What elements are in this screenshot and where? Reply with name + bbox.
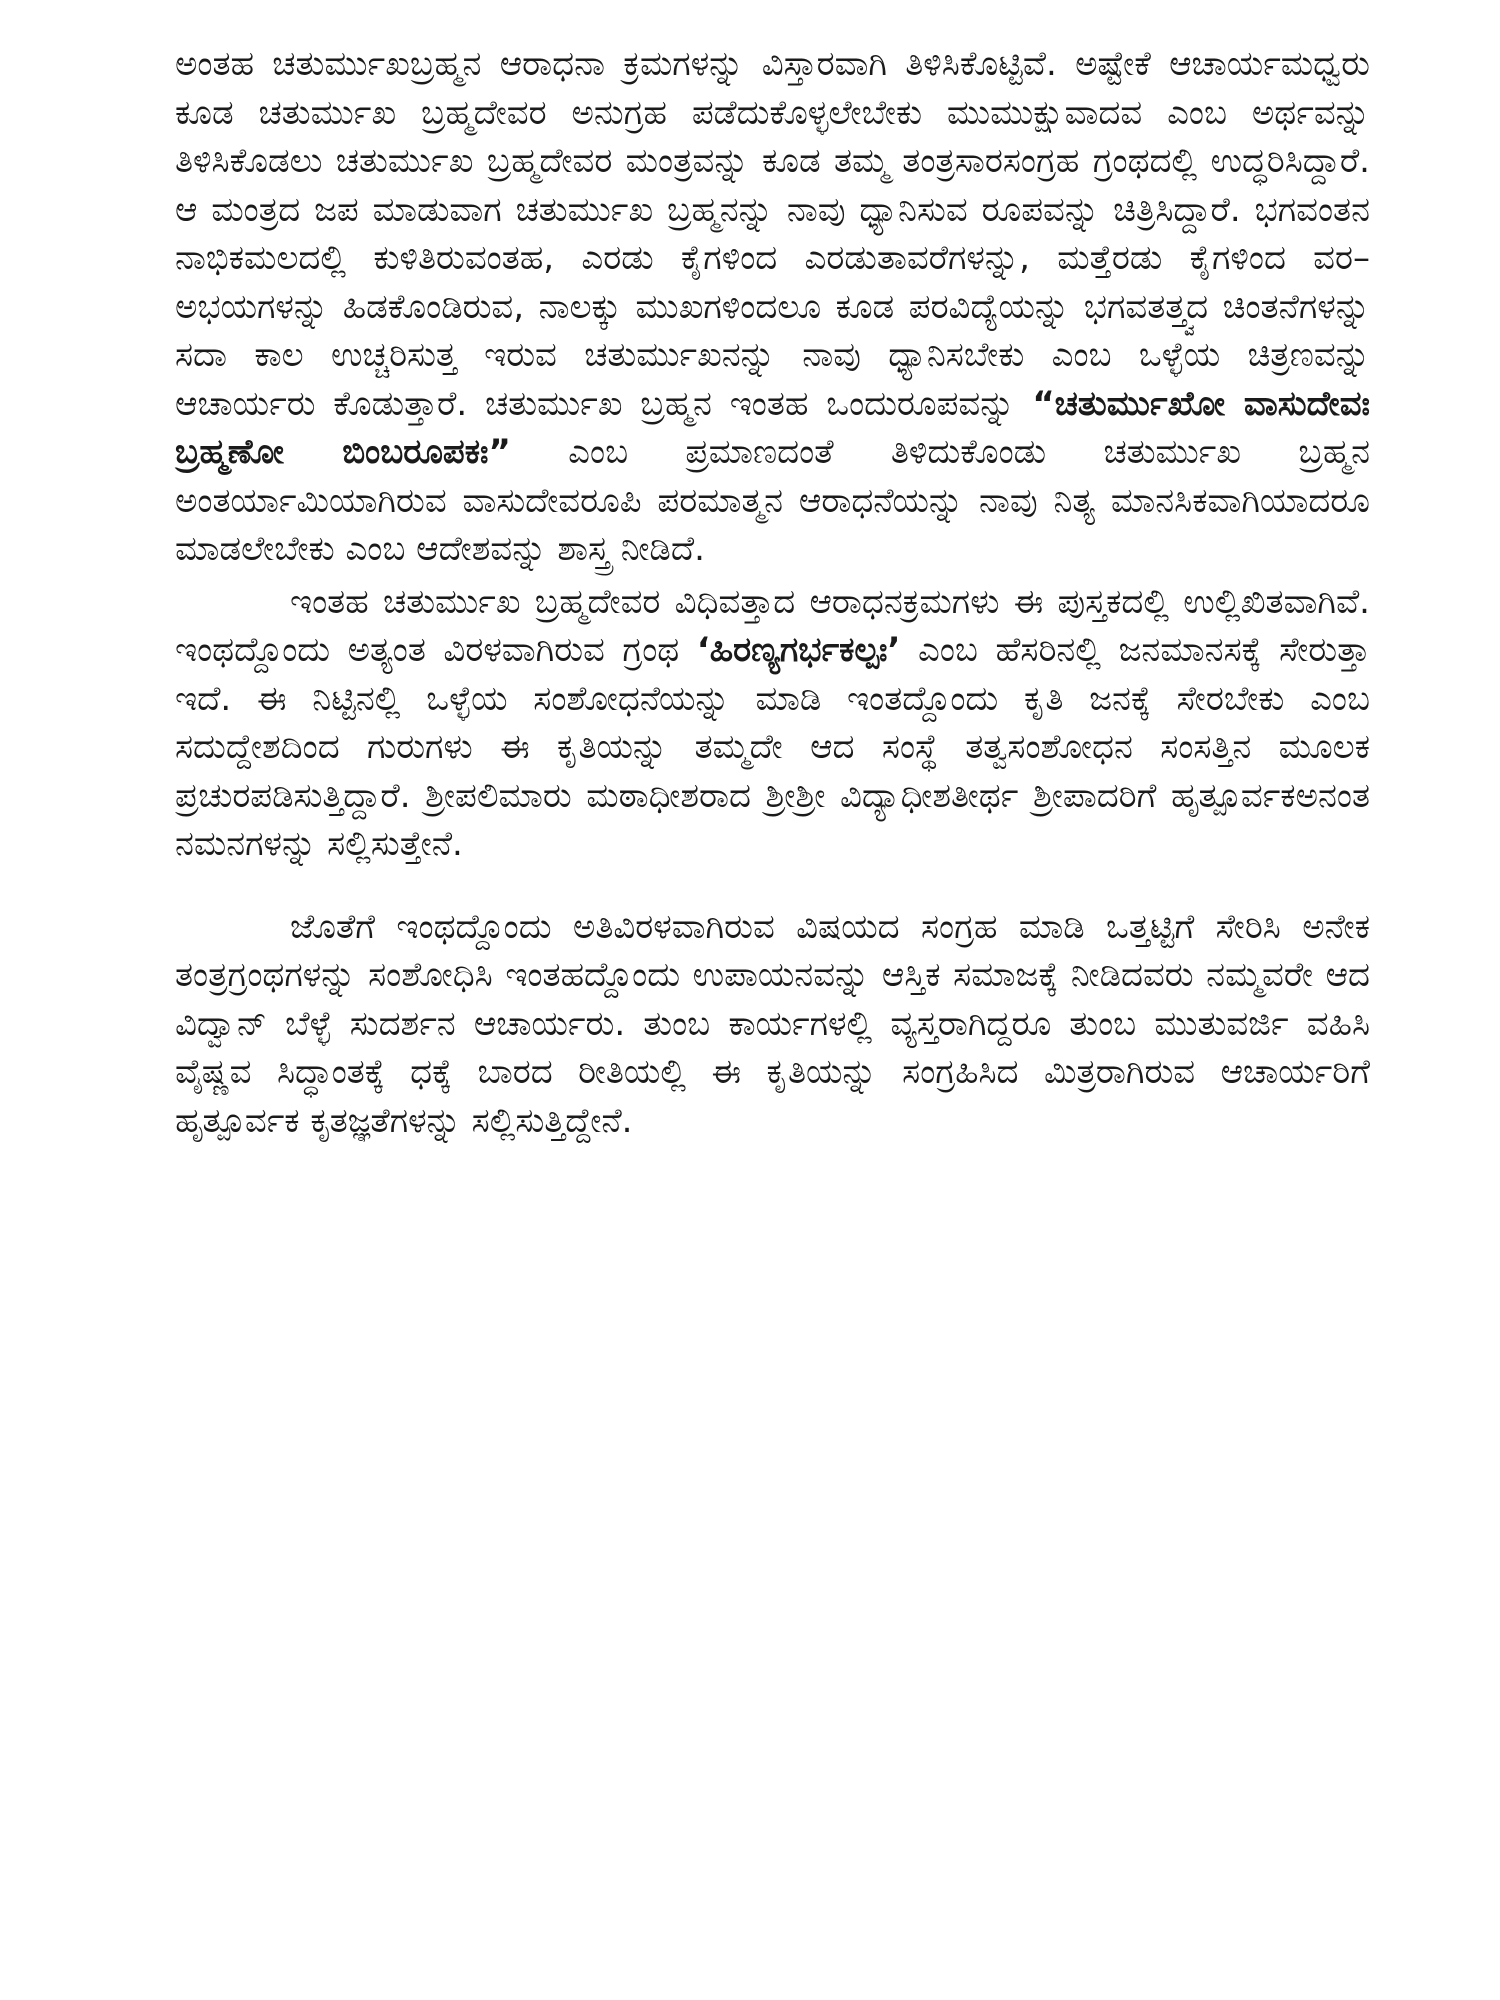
paragraph-1-text-a: ಅಂತಹ ಚತುರ್ಮುಖಬ್ರಹ್ಮನ ಆರಾಧನಾ ಕ್ರಮಗಳನ್ನು ವಿಸ್ತಾರವಾಗಿ ತಿಳಿಸಿಕೊಟ್ಟಿವೆ. ಅಷ್ಟೇಕೆ ಆಚಾರ್ಯಮಧ್ವರು ಕೂಡ ಚತುರ್ಮುಖ ಬ್ರಹ್ಮದೇವರ ಅನುಗ್ರಹ ಪಡೆದುಕೊಳ್ಳಲೇಬೇಕು ಮುಮುಕ್ಷುವಾದವ ಎಂಬ ಅರ್ಥವನ್ನು ತಿಳಿಸಿಕೊಡಲು ಚತುರ್ಮುಖ ಬ್ರಹ್ಮದೇವರ ಮಂತ್ರವನ್ನು ಕೂಡ ತಮ್ಮ ತಂತ್ರಸಾರಸಂಗ್ರಹ ಗ್ರಂಥದಲ್ಲಿ ಉದ್ಧರಿಸಿದ್ದಾರೆ. ಆ ಮಂತ್ರದ ಜಪ ಮಾಡುವಾಗ ಚತುರ್ಮುಖ ಬ್ರಹ್ಮನನ್ನು ನಾವು ಧ್ಯಾನಿಸುವ ರೂಪವನ್ನು ಚಿತ್ರಿಸಿದ್ದಾರೆ. ಭಗವಂತನ ನಾಭಿಕಮಲದಲ್ಲಿ ಕುಳಿತಿರುವಂತಹ, ಎರಡು ಕೈಗಳಿಂದ ಎರಡುತಾವರೆಗಳನ್ನು, ಮತ್ತೆರಡು ಕೈಗಳಿಂದ ವರ–ಅಭಯಗಳನ್ನು ಹಿಡಕೊಂಡಿರುವ, ನಾಲಕ್ಕು ಮುಖಗಳಿಂದಲೂ ಕೂಡ ಪರವಿದ್ಯೆಯನ್ನು ಭಗವತತ್ತ್ವದ ಚಿಂತನೆಗಳನ್ನು ಸದಾ ಕಾಲ ಉಚ್ಚರಿಸುತ್ತ ಇರುವ ಚತುರ್ಮುಖನನ್ನು ನಾವು ಧ್ಯಾನಿಸಬೇಕು ಎಂಬ ಒಳ್ಳೆಯ ಚಿತ್ರಣವನ್ನು ಆಚಾರ್ಯರು ಕೊಡುತ್ತಾರೆ. ಚತುರ್ಮುಖ ಬ್ರಹ್ಮನ ಇಂತಹ ಒಂದುರೂಪವನ್ನು (175, 44, 1370, 424)
book-title: ‘ಹಿರಣ್ಯಗರ್ಭಕಲ್ಪಃ’ (696, 630, 901, 670)
paragraph-2 (175, 578, 1370, 869)
document-page (175, 40, 1370, 1145)
paragraph-2-text-b: ಎಂಬ ಹೆಸರಿನಲ್ಲಿ ಜನಮಾನಸಕ್ಕೆ ಸೇರುತ್ತಾ ಇದೆ. ಈ ನಿಟ್ಟಿನಲ್ಲಿ ಒಳ್ಳೆಯ ಸಂಶೋಧನೆಯನ್ನು ಮಾಡಿ ಇಂತದ್ದೊಂದು ಕೃತಿ ಜನಕ್ಕೆ ಸೇರಬೇಕು ಎಂಬ ಸದುದ್ದೇಶದಿಂದ ಗುರುಗಳು ಈ ಕೃತಿಯನ್ನು ತಮ್ಮದೇ ಆದ ಸಂಸ್ಥೆ ತತ್ವಸಂಶೋಧನ ಸಂಸತ್ತಿನ ಮೂಲಕ ಪ್ರಚುರಪಡಿಸುತ್ತಿದ್ದಾರೆ. ಶ್ರೀಪಲಿಮಾರು ಮಠಾಧೀಶರಾದ ಶ್ರೀಶ್ರೀ ವಿದ್ಯಾಧೀಶತೀರ್ಥ ಶ್ರೀಪಾದರಿಗೆ ಹೃತ್ಪೂರ್ವಕಅನಂತ ನಮನಗಳನ್ನು ಸಲ್ಲಿಸುತ್ತೇನೆ. (175, 630, 1370, 864)
quoted-verse: “ಚತುರ್ಮುಖೋ ವಾಸುದೇವಃ ಬ್ರಹ್ಮಣೋ ಬಿಂಬರೂಪಕಃ” (175, 383, 1370, 472)
paragraph-1 (175, 40, 1370, 574)
paragraph-3: ಜೊತೆಗೆ ಇಂಥದ್ದೊಂದು ಅತಿವಿರಳವಾಗಿರುವ ವಿಷಯದ ಸಂಗ್ರಹ ಮಾಡಿ ಒತ್ತಟ್ಟಿಗೆ ಸೇರಿಸಿ ಅನೇಕ ತಂತ್ರಗ್ರಂಥಗಳನ್ನು ಸಂಶೋಧಿಸಿ ಇಂತಹದ್ದೊಂದು ಉಪಾಯನವನ್ನು ಆಸ್ತಿಕ ಸಮಾಜಕ್ಕೆ ನೀಡಿದವರು ನಮ್ಮವರೇ ಆದ ವಿದ್ವಾನ್ ಬೆಳ್ಳೆ ಸುದರ್ಶನ ಆಚಾರ್ಯರು. ತುಂಬ ಕಾರ್ಯಗಳಲ್ಲಿ ವ್ಯಸ್ತರಾಗಿದ್ದರೂ ತುಂಬ ಮುತುವರ್ಜಿ ವಹಿಸಿ ವೈಷ್ಣವ ಸಿದ್ಧಾಂತಕ್ಕೆ ಧಕ್ಕೆ ಬಾರದ ರೀತಿಯಲ್ಲಿ ಈ ಕೃತಿಯನ್ನು ಸಂಗ್ರಹಿಸಿದ ಮಿತ್ರರಾಗಿರುವ ಆಚಾರ್ಯರಿಗೆ ಹೃತ್ಪೂರ್ವಕ ಕೃತಜ್ಞತೆಗಳನ್ನು ಸಲ್ಲಿಸುತ್ತಿದ್ದೇನೆ. (175, 906, 1370, 1141)
paragraph-2-text-a: ಇಂತಹ ಚತುರ್ಮುಖ ಬ್ರಹ್ಮದೇವರ ವಿಧಿವತ್ತಾದ ಆರಾಧನಕ್ರಮಗಳು ಈ ಪುಸ್ತಕದಲ್ಲಿ ಉಲ್ಲಿಖಿತವಾಗಿವೆ. ಇಂಥದ್ದೊಂದು ಅತ್ಯಂತ ವಿರಳವಾಗಿರುವ ಗ್ರಂಥ (175, 581, 1370, 670)
paragraph-1-text-b: ಎಂಬ ಪ್ರಮಾಣದಂತೆ ತಿಳಿದುಕೊಂಡು ಚತುರ್ಮುಖ ಬ್ರಹ್ಮನ ಅಂತರ್ಯಾಮಿಯಾಗಿರುವ ವಾಸುದೇವರೂಪಿ ಪರಮಾತ್ಮನ ಆರಾಧನೆಯನ್ನು ನಾವು ನಿತ್ಯ ಮಾನಸಿಕವಾಗಿಯಾದರೂ ಮಾಡಲೇಬೇಕು ಎಂಬ ಆದೇಶವನ್ನು ಶಾಸ್ತ್ರ ನೀಡಿದೆ. (175, 432, 1370, 569)
